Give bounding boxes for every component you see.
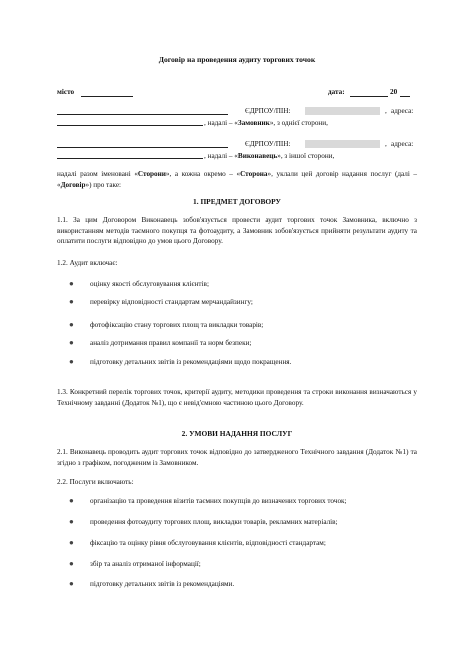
list-item: підготовку детальних звітів із рекомендаціями. [90,580,235,588]
party1-role-text: , надалі – «Замовник», з однієї сторони, [204,119,328,127]
party2-edrpou-field[interactable] [305,140,380,148]
list-item: фіксацію та оцінку рівня обслуговування клієнтів, відповідності стандартам; [90,539,326,547]
list-item: аналіз дотримання правил компанії та норм безпеки; [90,339,252,347]
list-item: підготовку детальних звітів із рекомендаціями щодо покращення. [90,358,292,366]
bullet-dot: ● [69,320,74,329]
bullet-dot: ● [69,538,74,547]
list-item: організацію та проведення візитів таємних покупців до визначених торгових точок; [90,497,347,505]
section1-heading: 1. ПРЕДМЕТ ДОГОВОРУ [193,197,281,206]
party1-address-label: адреса: [391,107,414,115]
party2-edrpou-label: ЄДРПОУ/ПІН: [245,140,291,148]
party1-name-field[interactable] [57,107,228,115]
year-field[interactable] [400,89,410,97]
list-item: перевірку відповідності стандартам мерчандайзингу; [90,298,253,306]
party2-name-field[interactable] [57,140,228,148]
party2-address-label: адреса: [391,140,414,148]
bullet-dot: ● [69,496,74,505]
clause-1-3: 1.3. Конкретний перелік торгових точок, критерії аудиту, методики проведення та строки виконання визначаються у Технічному завданні (Додаток №1), що є невід'ємною частиною цього Договору. [57,388,417,407]
year-label: 20 [390,88,398,96]
party1-comma: , [385,107,387,115]
clause-2-2: 2.2. Послуги включають: [57,478,134,486]
date-label: дата: [328,88,345,96]
bullet-dot: ● [69,297,74,306]
list-item: фотофіксацію стану торгових площ та викладки товарів; [90,321,264,329]
party1-address-field[interactable] [57,118,203,126]
bullet-dot: ● [69,279,74,288]
city-field[interactable] [81,89,133,97]
bullet-dot: ● [69,357,74,366]
document-title: Договір на проведення аудиту торгових точок [158,55,316,64]
bullet-dot: ● [69,338,74,347]
party1-edrpou-field[interactable] [305,107,380,115]
clause-1-1: 1.1. За цим Договором Виконавець зобов'язується провести аудит торгових точок Замовника, включно з використанням методів таємного покупця та фотоаудиту, а Замовник зобов'язується прийняти результати аудиту та оплатити послуги відповідно до умов цього Договору. [57,216,417,246]
bullet-dot: ● [69,559,74,568]
section2-heading: 2. УМОВИ НАДАННЯ ПОСЛУГ [181,429,293,438]
bullet-dot: ● [69,579,74,588]
intro-paragraph: надалі разом іменовані «Сторони», а кожна окремо – «Сторона», уклали цей договір надання послуг (далі – «Договір») про таке: [57,170,418,189]
clause-1-2: 1.2. Аудит включає: [57,259,118,267]
bullet-dot: ● [69,517,74,526]
city-label: місто [57,88,75,96]
party1-edrpou-label: ЄДРПОУ/ПІН: [245,107,291,115]
list-item: проведення фотоаудиту торгових площ, викладки товарів, рекламних матеріалів; [90,518,338,526]
clause-2-1: 2.1. Виконавець проводить аудит торгових точок відповідно до затвердженого Технічного завдання (Додаток №1) та згідно з графіком, погодженим із Замовником. [57,448,417,467]
list-item: оцінку якості обслуговування клієнтів; [90,280,209,288]
party2-comma: , [385,140,387,148]
party2-role-text: , надалі – «Виконавець», з іншої сторони, [204,152,335,160]
date-field[interactable] [350,89,388,97]
party2-address-field[interactable] [57,151,203,159]
list-item: збір та аналіз отриманої інформації; [90,560,201,568]
